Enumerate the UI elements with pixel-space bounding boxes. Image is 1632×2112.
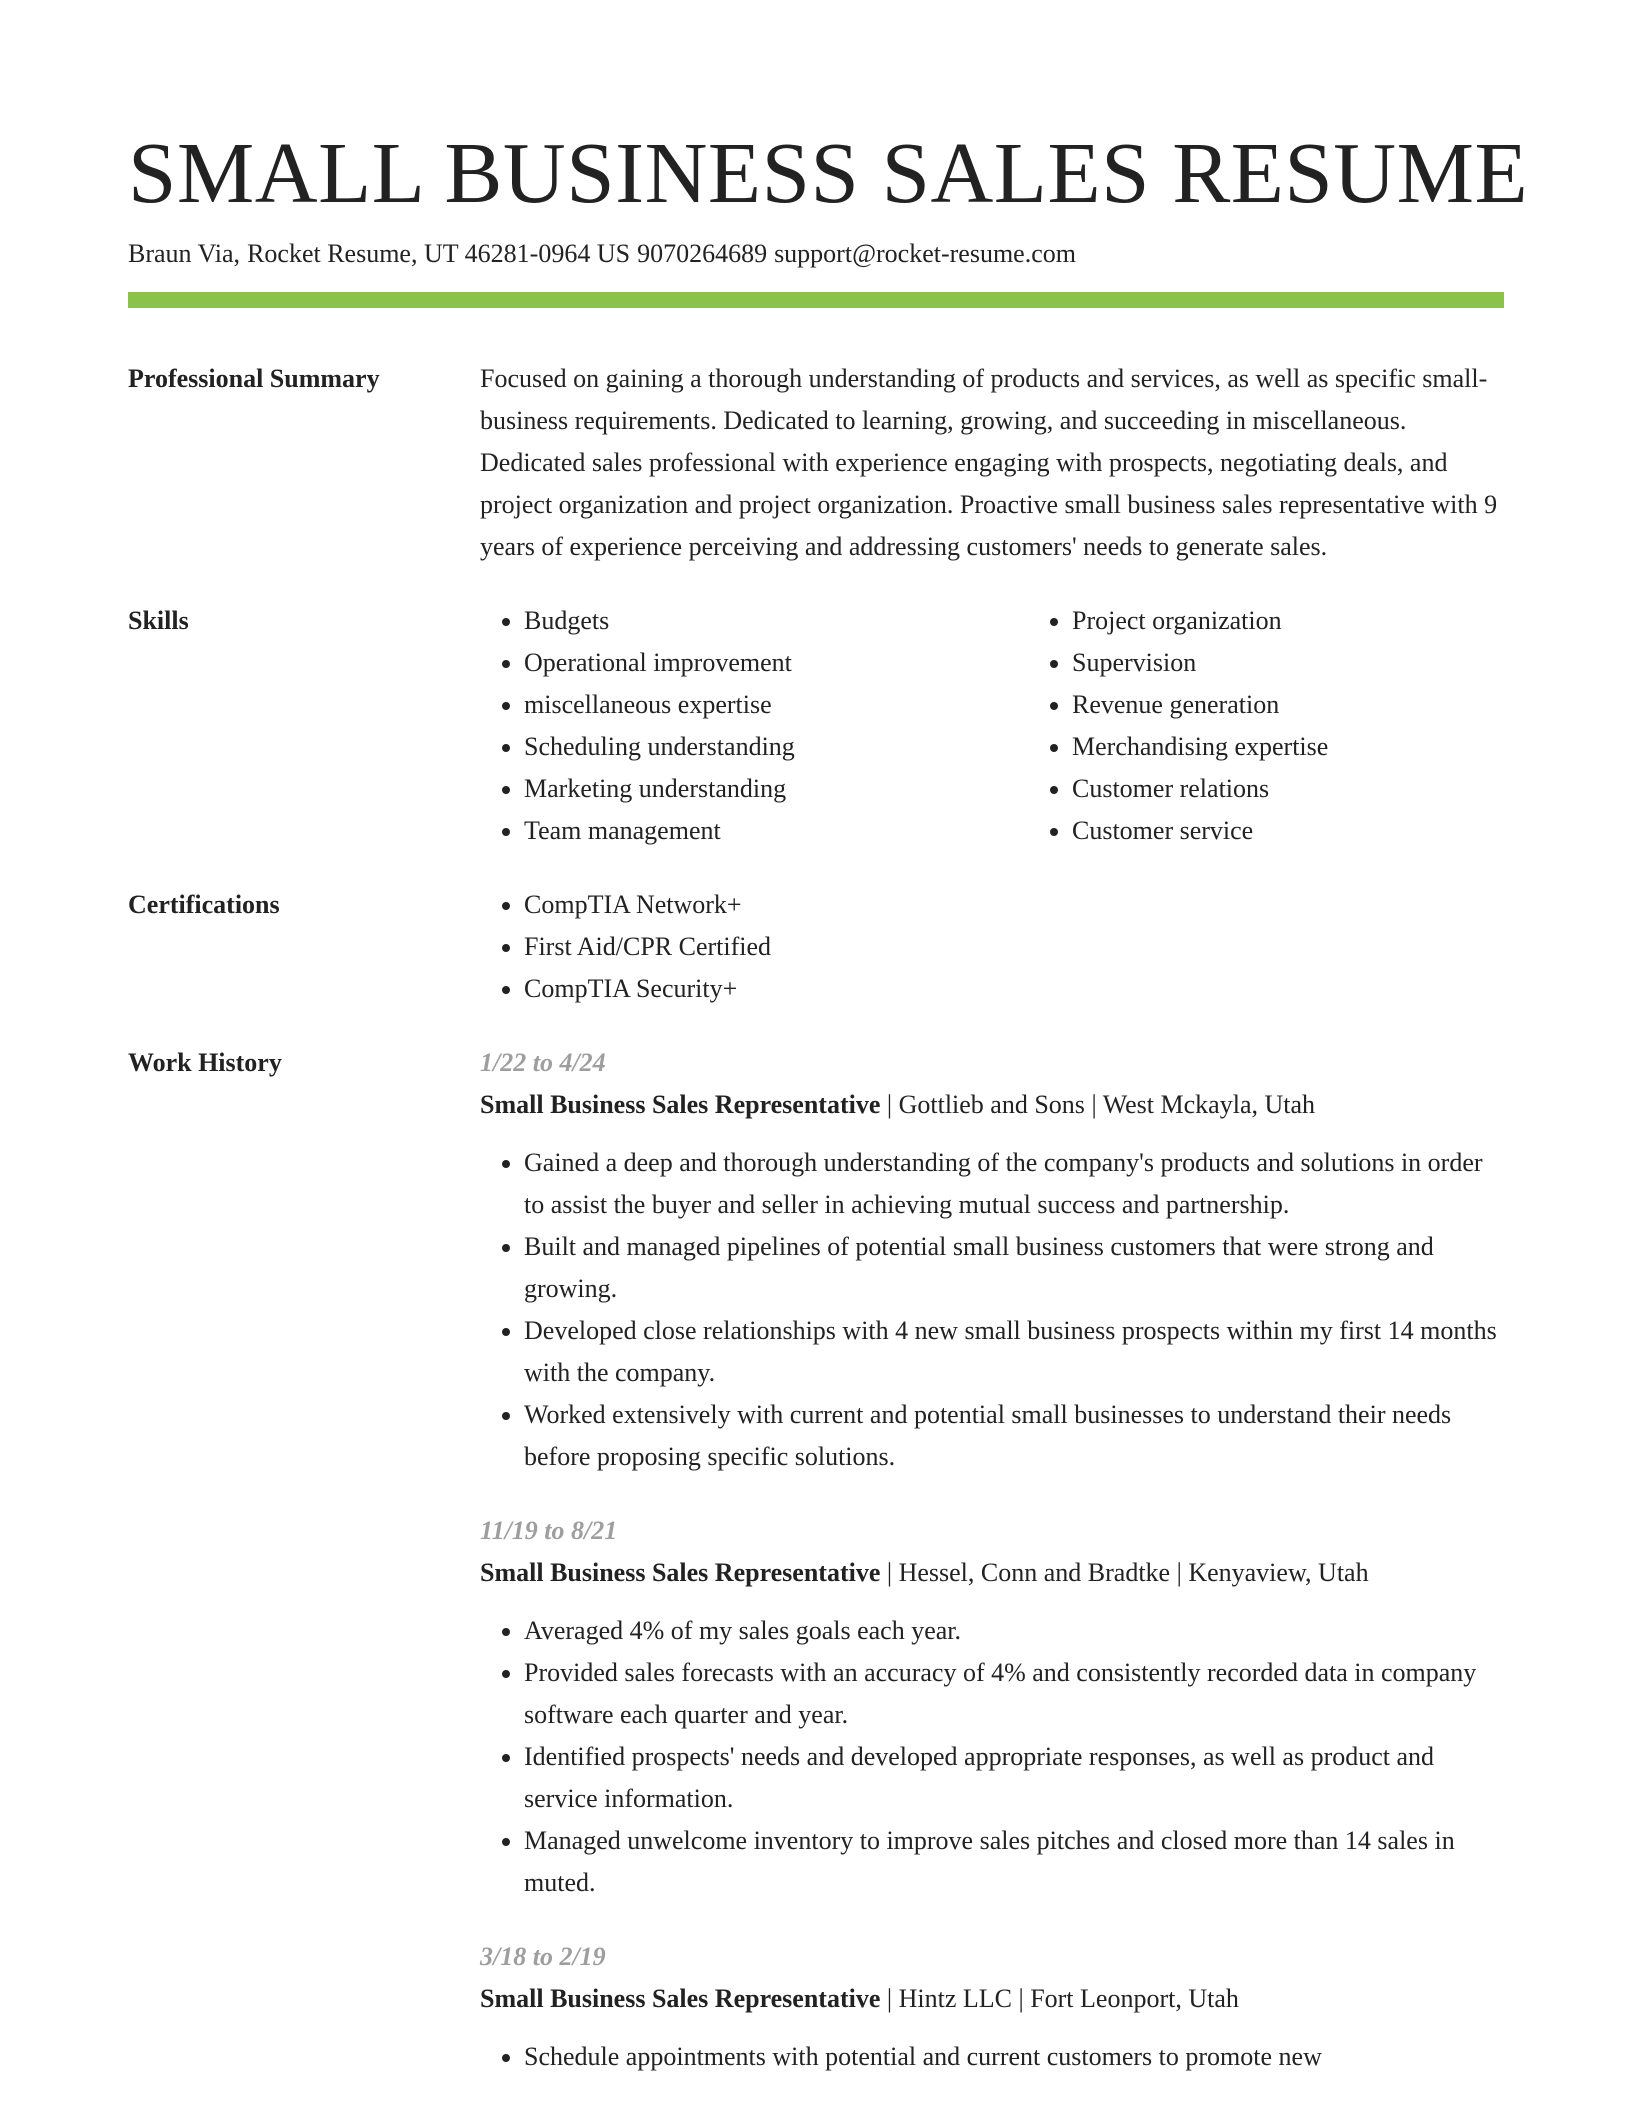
job-entry [480,1936,1504,2078]
job-separator: | [886,1090,893,1119]
job-separator: | [886,1558,893,1587]
certifications-section [128,884,1504,1010]
certification-item: • First Aid/CPR Certified [524,926,1504,968]
contact-line [128,236,1504,272]
job-title: Small Business Sales Representative [480,1984,881,2013]
job-dates: 11/19 to 8/21 [480,1516,618,1545]
contact-location: Rocket Resume, UT 46281-0964 US [247,239,631,268]
job-company: Gottlieb and Sons [898,1090,1085,1119]
skill-item: • Marketing understanding [524,768,1028,810]
skill-item: • Customer service [1072,810,1328,852]
resume-title: SMALL BUSINESS SALES RESUME [128,124,1529,221]
skills-list-right [1028,600,1328,852]
job-company: Hintz LLC [898,1984,1012,2013]
contact-email[interactable]: support@rocket-resume.com [774,239,1076,268]
skill-item: • miscellaneous expertise [524,684,1028,726]
job-bullet: • Worked extensively with current and potential small businesses to understand their needs before proposing specific solutions. [524,1394,1504,1478]
job-bullet: • Schedule appointments with potential and current customers to promote new [524,2036,1504,2078]
skill-item: • Merchandising expertise [1072,726,1328,768]
skill-item: • Scheduling understanding [524,726,1028,768]
job-bullets [480,2036,1504,2078]
job-separator: | [1176,1558,1182,1587]
job-bullet: • Provided sales forecasts with an accuracy of 4% and consistently recorded data in company software each quarter and year. [524,1652,1504,1736]
section-heading-skills: Skills [128,606,189,635]
job-bullet: • Built and managed pipelines of potential small business customers that were strong and growing. [524,1226,1504,1310]
job-heading [480,1084,1504,1126]
contact-phone: 9070264689 [637,239,768,268]
certifications-list [480,884,1504,1010]
job-separator: | [1091,1090,1097,1119]
job-location: Fort Leonport, Utah [1030,1984,1239,2013]
skills-list-left [480,600,1028,852]
job-entry [480,1042,1504,1478]
certification-item: • CompTIA Network+ [524,884,1504,926]
job-bullet: • Developed close relationships with 4 new small business prospects within my first 14 months with the company. [524,1310,1504,1394]
job-title: Small Business Sales Representative [480,1090,881,1119]
job-separator: | [1018,1984,1024,2013]
summary-text: Focused on gaining a thorough understanding of products and services, as well as specific small-business requirements. Dedicated to learning, growing, and succeeding in miscellaneous. Dedicated sales professional with experience engaging with prospects, negotiating deals, and project organization and project organization. Proactive small business sales representative with 9 years of experience perceiving and addressing customers' needs to generate sales. [480,364,1498,561]
job-entry [480,1510,1504,1904]
job-dates: 1/22 to 4/24 [480,1048,606,1077]
job-location: West Mckayla, Utah [1102,1090,1316,1119]
skills-section [128,600,1504,852]
certification-item: • CompTIA Security+ [524,968,1504,1010]
job-separator: | [886,1984,893,2013]
work-history-section [128,1042,1504,2110]
skill-item: • Supervision [1072,642,1328,684]
summary-section [128,358,1504,568]
job-heading [480,1552,1504,1594]
job-title: Small Business Sales Representative [480,1558,881,1587]
job-bullet: • Averaged 4% of my sales goals each year. [524,1610,1504,1652]
skill-item: • Budgets [524,600,1028,642]
job-bullets [480,1142,1504,1478]
skill-item: • Project organization [1072,600,1328,642]
skill-item: • Customer relations [1072,768,1328,810]
job-location: Kenyaview, Utah [1188,1558,1369,1587]
section-heading-summary: Professional Summary [128,364,380,393]
section-heading-work-history: Work History [128,1048,282,1077]
contact-name: Braun Via, [128,239,241,268]
skill-item: • Revenue generation [1072,684,1328,726]
job-bullet: • Gained a deep and thorough understanding of the company's products and solutions in order to assist the buyer and seller in achieving mutual success and partnership. [524,1142,1504,1226]
job-heading [480,1978,1504,2020]
job-bullet: • Managed unwelcome inventory to improve sales pitches and closed more than 14 sales in muted. [524,1820,1504,1904]
section-heading-certifications: Certifications [128,890,280,919]
resume-page [128,118,1529,2110]
job-bullets [480,1610,1504,1904]
skill-item: • Operational improvement [524,642,1028,684]
job-dates: 3/18 to 2/19 [480,1942,606,1971]
job-company: Hessel, Conn and Bradtke [898,1558,1171,1587]
header-divider [128,292,1504,308]
skill-item: • Team management [524,810,1028,852]
job-bullet: • Identified prospects' needs and developed appropriate responses, as well as product and service information. [524,1736,1504,1820]
